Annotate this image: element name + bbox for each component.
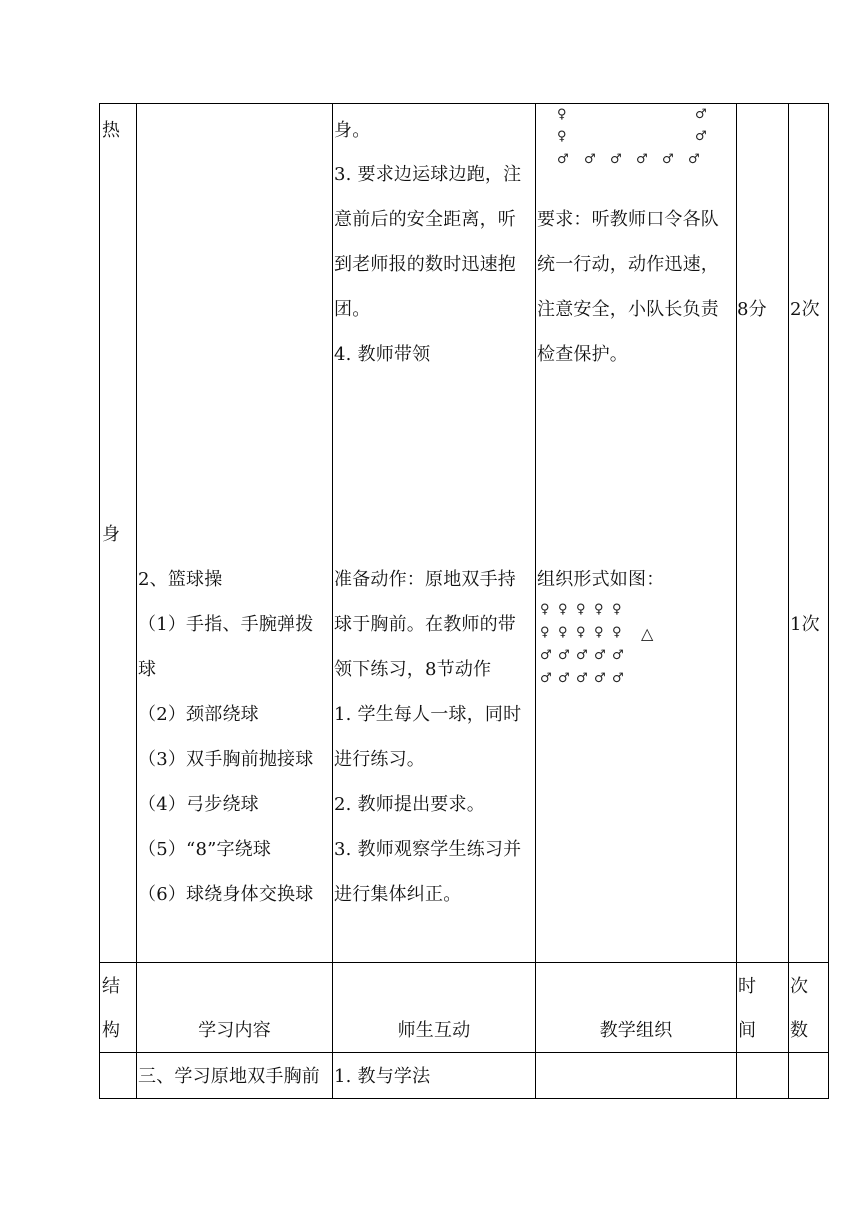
interaction-line: 到老师报的数时迅速抱 xyxy=(334,254,516,275)
male-symbol: ♂ xyxy=(688,152,700,167)
section-label-char: 热 xyxy=(102,120,121,141)
female-symbol: ♀ xyxy=(558,625,568,640)
male-symbol: ♂ xyxy=(594,671,606,686)
column-divider xyxy=(535,103,536,1099)
table-border-right xyxy=(828,103,829,1099)
interaction-line: 进行集体纠正。 xyxy=(334,884,462,905)
count-value: 1次 xyxy=(790,614,820,635)
content-line: （6）球绕身体交换球 xyxy=(138,884,314,905)
organization-title: 组织形式如图： xyxy=(537,569,665,590)
table-border-bottom xyxy=(99,1098,829,1099)
header-structure: 构 xyxy=(102,1020,121,1041)
male-symbol: ♂ xyxy=(695,107,707,122)
interaction-line: 意前后的安全距离，听 xyxy=(334,209,516,230)
male-symbol: ♂ xyxy=(612,671,624,686)
header-time: 时 xyxy=(738,976,757,997)
interaction-line: 2. 教师提出要求。 xyxy=(334,794,485,815)
male-symbol: ♂ xyxy=(540,648,552,663)
teacher-symbol: △ xyxy=(641,624,654,643)
header-structure: 结 xyxy=(102,976,121,997)
female-symbol: ♀ xyxy=(540,602,550,617)
interaction-line: 4. 教师带领 xyxy=(334,344,431,365)
male-symbol: ♂ xyxy=(558,648,570,663)
content-line: （3）双手胸前抛接球 xyxy=(138,749,314,770)
content-line: 球 xyxy=(138,659,157,680)
header-interaction: 师生互动 xyxy=(397,1020,471,1041)
female-symbol: ♀ xyxy=(557,129,567,144)
interaction-line: 1. 教与学法 xyxy=(334,1066,431,1087)
female-symbol: ♀ xyxy=(576,602,586,617)
time-value: 8分 xyxy=(737,299,767,320)
male-symbol: ♂ xyxy=(584,152,596,167)
section-label-char: 身 xyxy=(102,524,121,545)
column-divider xyxy=(99,103,100,1099)
male-symbol: ♂ xyxy=(695,129,707,144)
female-symbol: ♀ xyxy=(540,625,550,640)
header-count: 数 xyxy=(790,1020,809,1041)
content-line: （4）弓步绕球 xyxy=(138,794,259,815)
interaction-line: 球于胸前。在教师的带 xyxy=(334,614,516,635)
interaction-line: 准备动作：原地双手持 xyxy=(334,569,516,590)
male-symbol: ♂ xyxy=(558,671,570,686)
row-divider xyxy=(99,1052,829,1053)
interaction-line: 3. 教师观察学生练习并 xyxy=(334,839,522,860)
header-learning-content: 学习内容 xyxy=(198,1020,271,1041)
female-symbol: ♀ xyxy=(576,625,586,640)
column-divider xyxy=(332,103,333,1099)
interaction-line: 进行练习。 xyxy=(334,749,425,770)
organization-line: 注意安全，小队长负责 xyxy=(537,299,719,320)
organization-line: 检查保护。 xyxy=(537,344,628,365)
male-symbol: ♂ xyxy=(662,152,674,167)
female-symbol: ♀ xyxy=(594,625,604,640)
organization-line: 要求：听教师口令各队 xyxy=(537,209,719,230)
column-divider xyxy=(788,103,789,1099)
male-symbol: ♂ xyxy=(610,152,622,167)
male-symbol: ♂ xyxy=(594,648,606,663)
content-line: （5）“8”字绕球 xyxy=(138,839,272,860)
male-symbol: ♂ xyxy=(540,671,552,686)
male-symbol: ♂ xyxy=(636,152,648,167)
column-divider xyxy=(136,103,137,1099)
male-symbol: ♂ xyxy=(612,648,624,663)
content-line: 三、学习原地双手胸前 xyxy=(138,1066,320,1087)
female-symbol: ♀ xyxy=(594,602,604,617)
content-line: （1）手指、手腕弹拨 xyxy=(138,614,314,635)
female-symbol: ♀ xyxy=(612,625,622,640)
row-divider xyxy=(99,962,829,963)
male-symbol: ♂ xyxy=(576,671,588,686)
content-line: 2、篮球操 xyxy=(138,569,223,590)
interaction-line: 领下练习，8节动作 xyxy=(334,659,492,680)
interaction-line: 3. 要求边运球边跑，注 xyxy=(334,164,522,185)
header-count: 次 xyxy=(790,976,809,997)
header-time: 间 xyxy=(738,1020,757,1041)
organization-line: 统一行动，动作迅速， xyxy=(537,254,719,275)
count-value: 2次 xyxy=(790,299,820,320)
interaction-line: 身。 xyxy=(334,120,371,141)
column-divider xyxy=(736,103,737,1099)
interaction-line: 团。 xyxy=(334,299,371,320)
female-symbol: ♀ xyxy=(612,602,622,617)
male-symbol: ♂ xyxy=(557,152,569,167)
table-border-top xyxy=(99,103,829,104)
female-symbol: ♀ xyxy=(557,107,567,122)
male-symbol: ♂ xyxy=(576,648,588,663)
female-symbol: ♀ xyxy=(558,602,568,617)
interaction-line: 1. 学生每人一球，同时 xyxy=(334,704,522,725)
header-organization: 教学组织 xyxy=(599,1020,673,1041)
content-line: （2）颈部绕球 xyxy=(138,704,259,725)
